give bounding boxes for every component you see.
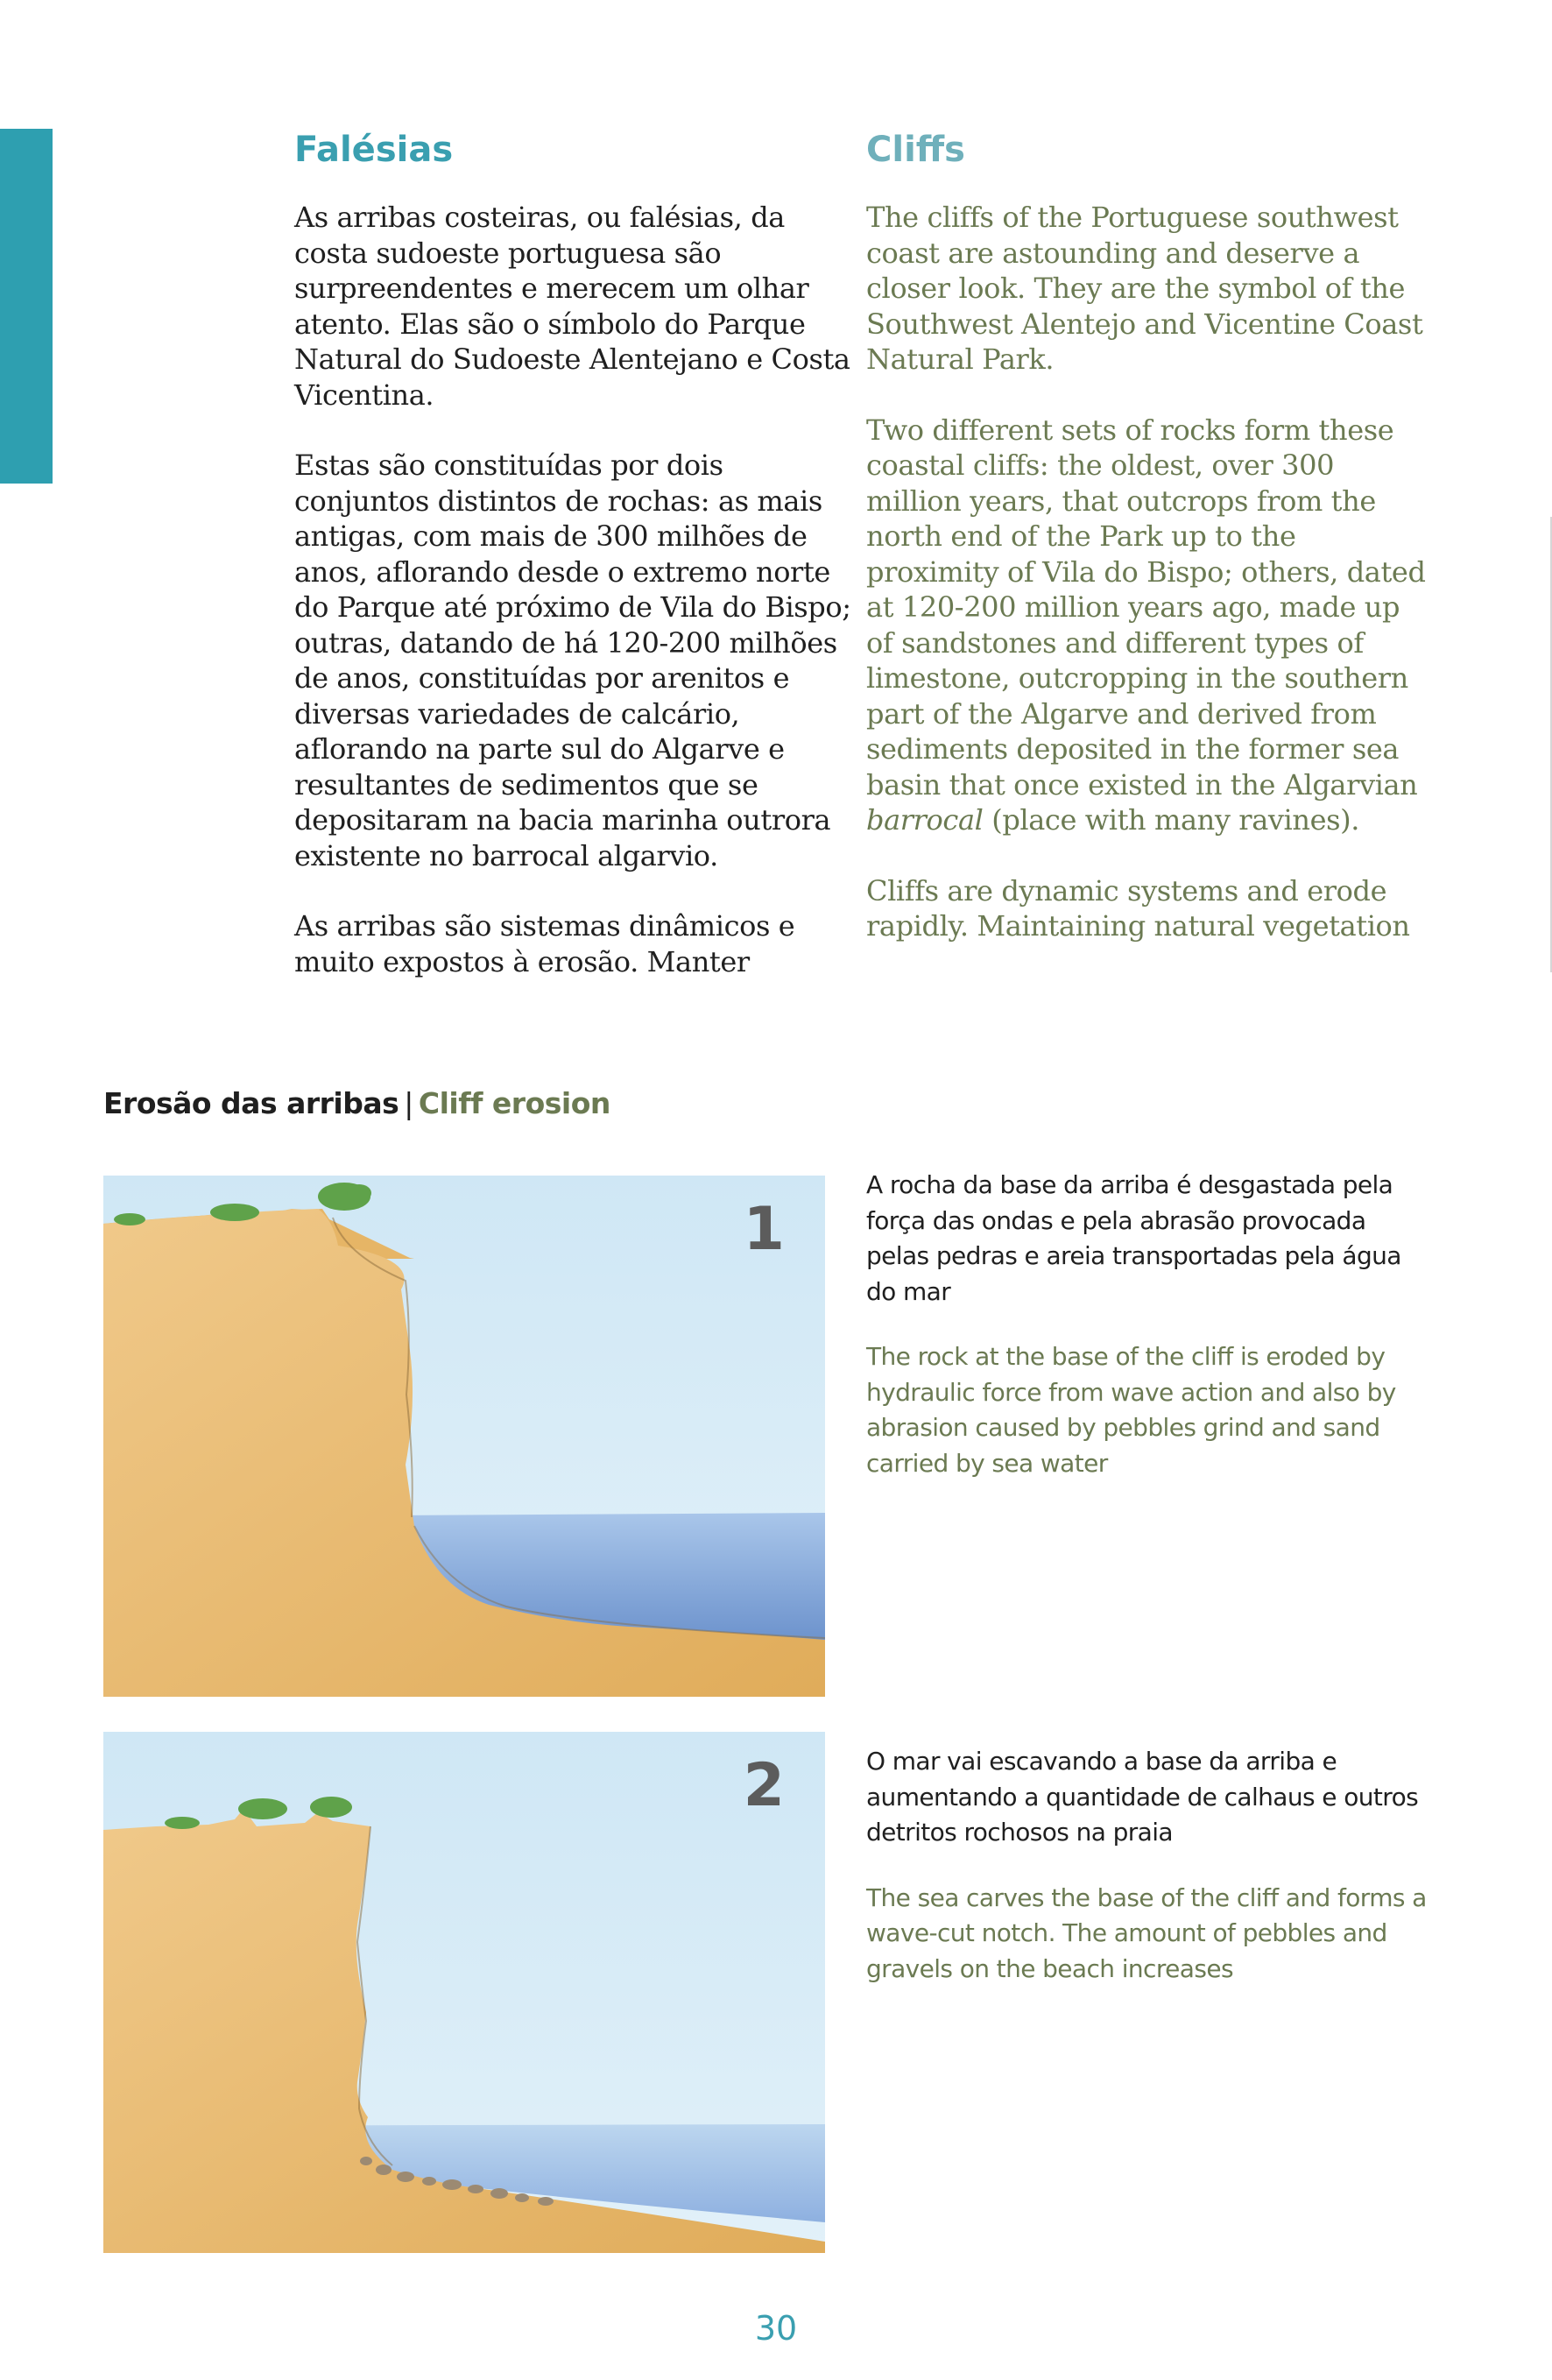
step-number-2: 2 xyxy=(743,1751,785,1820)
caption-step-2 xyxy=(866,1744,1427,2016)
section-title xyxy=(103,1086,610,1120)
cliff-erosion-drawing-2 xyxy=(103,1732,825,2253)
caption-pt-2: O mar vai escavando a base da arriba e aumentando a quantidade de calhaus e outros detritos rochosos na praia xyxy=(866,1747,1419,1847)
caption-pt-1: A rocha da base da arriba é desgastada pela força das ondas e pela abrasão provocada pelas pedras e areia transportadas pela água do mar xyxy=(866,1170,1401,1306)
section-title-pt: Erosão das arribas xyxy=(103,1086,399,1120)
english-column xyxy=(866,130,1431,979)
portuguese-column xyxy=(294,130,859,1014)
heading-en: Cliffs xyxy=(866,130,965,170)
paragraph-en-2-text: Two different sets of rocks form these coastal cliffs: the oldest, over 300 million years, that outcrops from the north end of the Park up to the proximity of Vila do Bispo; others, dated at 120-200 million years ago, made up of sandstones and different types of limestone, outcropping in the southern part of the Algarve and derived from sediments deposited in the former sea basin that once existed in the Algarvian xyxy=(866,413,1426,802)
paragraph-pt-2: Estas são constituídas por dois conjuntos distintos de rochas: as mais antigas, com mais de 300 milhões de anos, aflorando desde o extremo norte do Parque até próximo de Vila do Bispo; outras, datando de há 120-200 milhões de anos, constituídas por arenitos e diversas variedades de calcário, aflorando na parte sul do Algarve e resultantes de sedimentos que se depositaram na bacia marinha outrora existente no barrocal algarvio. xyxy=(294,448,851,872)
paragraph-en-2-tail: (place with many ravines). xyxy=(983,803,1360,837)
step-number-1: 1 xyxy=(743,1195,785,1264)
paragraph-en-2 xyxy=(866,413,1431,838)
heading-pt: Falésias xyxy=(294,130,454,170)
cliff-erosion-drawing-1 xyxy=(103,1176,825,1697)
page-number: 30 xyxy=(754,2309,798,2348)
italic-barrocal: barrocal xyxy=(866,803,984,837)
paragraph-pt-1: As arribas costeiras, ou falésias, da costa sudoeste portuguesa são surpreendentes e merecem um olhar atento. Elas são o símbolo do Parque Natural do Sudoeste Alentejano e Costa Vicentina. xyxy=(294,201,850,412)
section-title-en: Cliff erosion xyxy=(418,1086,610,1120)
paragraph-en-3: Cliffs are dynamic systems and erode rapidly. Maintaining natural vegetation xyxy=(866,873,1410,943)
paragraph-en-1: The cliffs of the Portuguese southwest coast are astounding and deserve a closer look. They are the symbol of the Southwest Alentejo and Vicentine Coast Natural Park. xyxy=(866,201,1423,376)
illustration-step-2 xyxy=(103,1732,825,2253)
caption-step-1 xyxy=(866,1168,1427,1511)
paragraph-pt-3: As arribas são sistemas dinâmicos e muito expostos à erosão. Manter xyxy=(294,909,795,978)
chapter-tab xyxy=(0,129,53,484)
caption-en-2: The sea carves the base of the cliff and forms a wave-cut notch. The amount of pebbles and gravels on the beach increases xyxy=(866,1882,1427,1983)
illustration-step-1 xyxy=(103,1176,825,1697)
caption-en-1: The rock at the base of the cliff is eroded by hydraulic force from wave action and also by abrasion caused by pebbles grind and sand carried by sea water xyxy=(866,1342,1396,1478)
section-title-separator: | xyxy=(404,1086,413,1120)
